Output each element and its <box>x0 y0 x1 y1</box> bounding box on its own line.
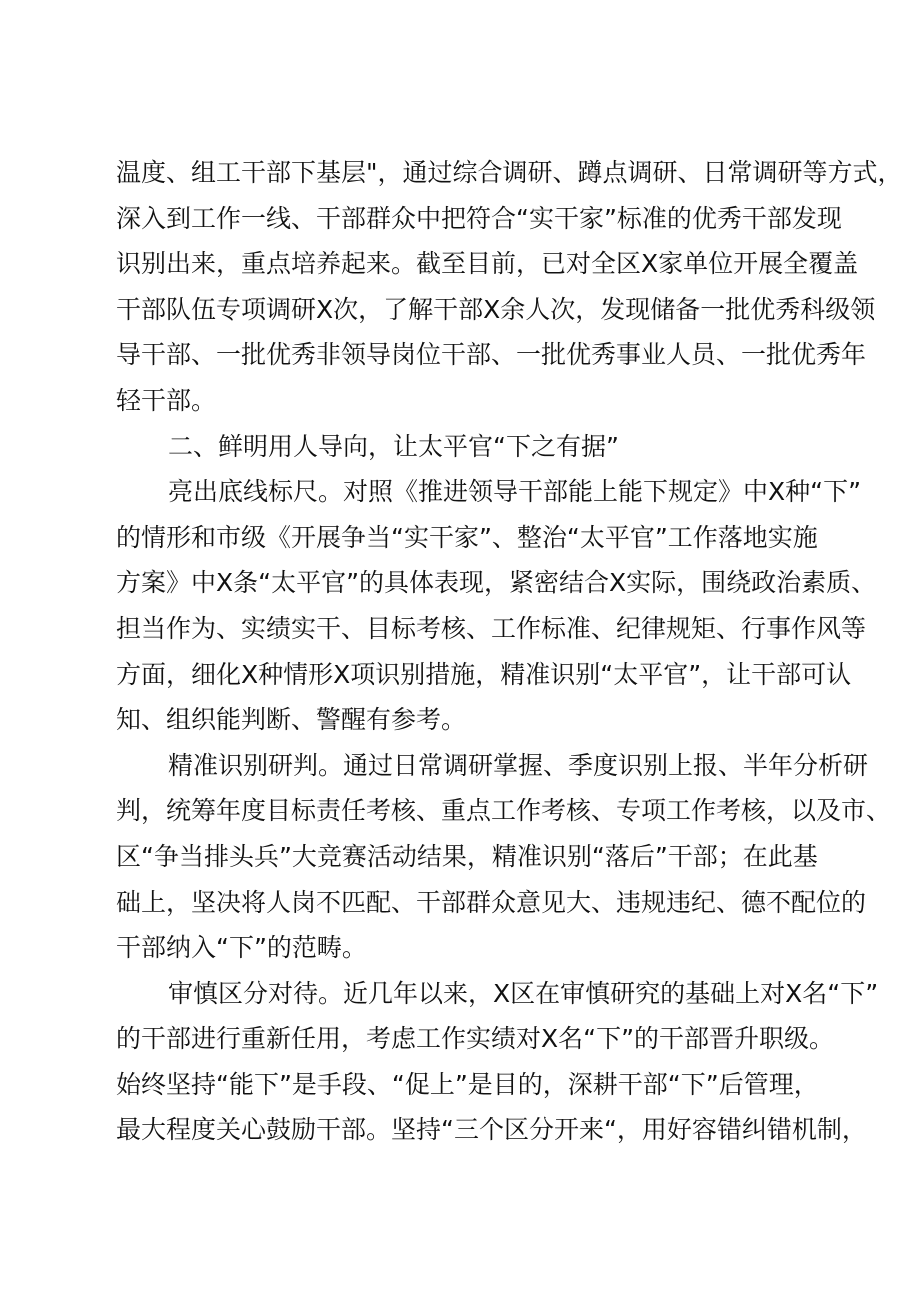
paragraph-start: 精准识别研判。通过日常调研掌握、季度识别上报、半年分析研 <box>168 750 869 780</box>
text-line: 础上，坚决将人岗不匹配、干部群众意见大、违规违纪、德不配位的 <box>116 887 867 917</box>
text-line: 干部纳入“下”的范畴。 <box>116 933 367 963</box>
text-line: 的情形和市级《开展争当“实干家”、整治“太平官”工作落地实施 <box>116 522 818 552</box>
text-line: 始终坚持“能下”是手段、“促上”是目的，深耕干部“下”后管理， <box>116 1069 819 1099</box>
text-line: 区“争当排头兵”大竞赛活动结果，精准识别“落后”干部；在此基 <box>116 841 818 871</box>
text-line: 轻干部。 <box>116 385 217 415</box>
text-line: 深入到工作一线、干部群众中把符合“实干家”标准的优秀干部发现 <box>116 203 842 233</box>
text-line: 知、组织能判断、警醒有参考。 <box>116 705 467 735</box>
paragraph-start: 审慎区分对待。近几年以来，X区在审慎研究的基础上对X名“下” <box>168 978 879 1008</box>
body-text <box>116 150 903 1153</box>
paragraph-start: 亮出底线标尺。对照《推进领导干部能上能下规定》中X种“下” <box>168 477 862 507</box>
section-heading: 二、鲜明用人导向，让太平官“下之有据” <box>168 431 619 461</box>
text-line: 识别出来，重点培养起来。截至目前，已对全区X家单位开展全覆盖 <box>116 249 859 279</box>
text-line: 温度、组工干部下基层"，通过综合调研、蹲点调研、日常调研等方式， <box>116 158 903 187</box>
text-line: 导干部、一批优秀非领导岗位干部、一批优秀事业人员、一批优秀年 <box>116 340 867 370</box>
text-line: 方案》中X条“太平官”的具体表现，紧密结合X实际，围绕政治素质、 <box>116 568 877 598</box>
text-line: 判，统筹年度目标责任考核、重点工作考核、专项工作考核，以及市、 <box>116 796 892 826</box>
text-line: 担当作为、实绩实干、目标考核、工作标准、纪律规矩、行事作风等 <box>116 613 867 643</box>
text-line: 最大程度关心鼓励干部。坚持“三个区分开来“，用好容错纠错机制， <box>116 1115 867 1145</box>
text-line: 方面，细化X种情形X项识别措施，精准识别“太平官”，让干部可认 <box>116 659 852 689</box>
text-line: 干部队伍专项调研X次，了解干部X余人次，发现储备一批优秀科级领 <box>116 294 876 324</box>
text-line: 的干部进行重新任用，考虑工作实绩对X名“下”的干部晋升职级。 <box>116 1024 835 1054</box>
